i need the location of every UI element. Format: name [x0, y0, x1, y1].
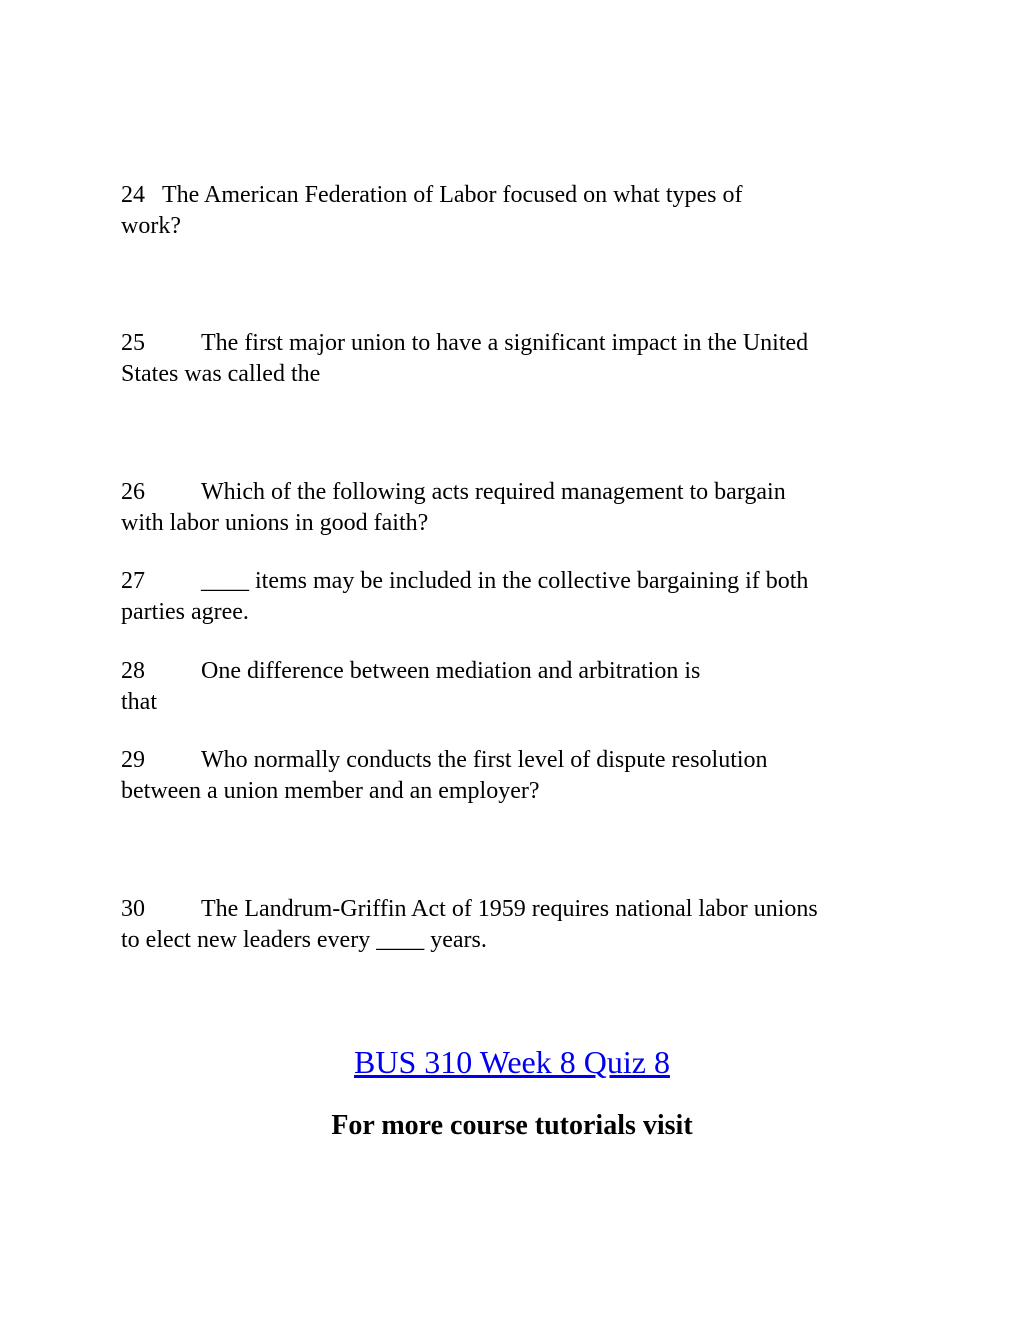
question-text: The first major union to have a significant impact in the United [201, 330, 809, 356]
question-number: 27 [121, 568, 145, 594]
question-27 [121, 566, 901, 628]
question-text: ____ items may be included in the collective bargaining if both [201, 568, 809, 594]
question-text: The American Federation of Labor focused on what types of [162, 182, 743, 208]
question-number: 29 [121, 747, 145, 773]
question-24 [121, 180, 901, 242]
question-text: The Landrum-Griffin Act of 1959 requires national labor unions [201, 896, 818, 922]
question-text: Who normally conducts the first level of dispute resolution [201, 747, 768, 773]
question-text-continuation: work? [121, 213, 181, 239]
question-text-continuation: with labor unions in good faith? [121, 510, 429, 536]
tutorials-note: For more course tutorials visit [331, 1110, 693, 1141]
question-25 [121, 328, 901, 390]
course-link-container [0, 1043, 1024, 1081]
question-text: Which of the following acts required management to bargain [201, 479, 786, 505]
question-text-continuation: that [121, 689, 157, 715]
question-29 [121, 745, 901, 807]
question-28 [121, 656, 901, 718]
question-text-continuation: States was called the [121, 361, 321, 387]
course-link[interactable]: BUS 310 Week 8 Quiz 8 [354, 1044, 670, 1080]
question-number: 26 [121, 479, 145, 505]
question-number: 30 [121, 896, 145, 922]
question-text-continuation: parties agree. [121, 599, 249, 625]
question-text: One difference between mediation and arbitration is [201, 658, 701, 684]
question-30 [121, 894, 901, 956]
question-number: 25 [121, 330, 145, 356]
question-number: 24 [121, 182, 145, 208]
question-text-continuation: to elect new leaders every ____ years. [121, 927, 487, 953]
question-text-continuation: between a union member and an employer? [121, 778, 540, 804]
question-number: 28 [121, 658, 145, 684]
question-26 [121, 477, 901, 539]
